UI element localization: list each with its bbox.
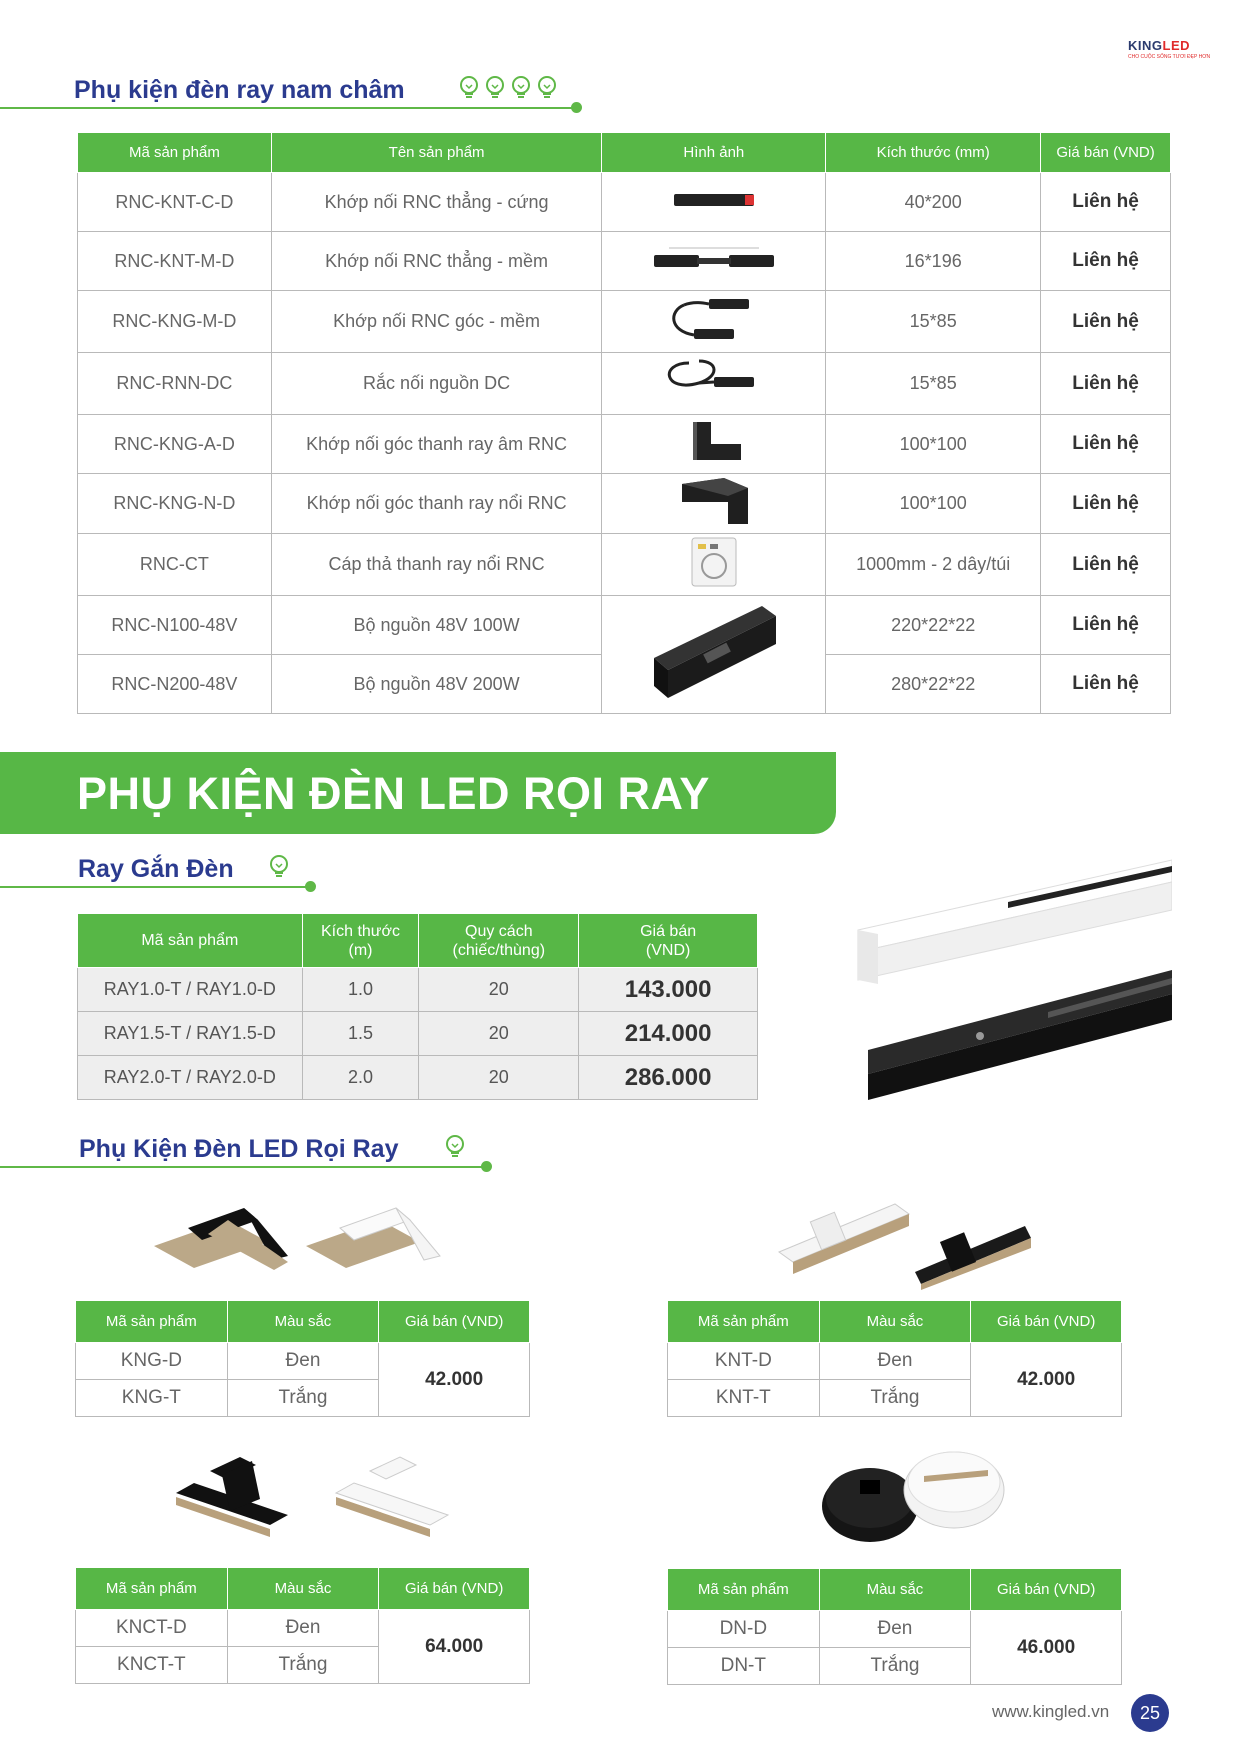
section-title-track-accessories: Phụ Kiện Đèn LED Rọi Ray [79, 1135, 399, 1163]
footer-website: www.kingled.vn [992, 1702, 1110, 1721]
product-color: Trắng [819, 1380, 971, 1417]
product-pack: 20 [419, 968, 579, 1012]
product-pack: 20 [419, 1056, 579, 1100]
product-size: 1.0 [302, 968, 419, 1012]
product-image [602, 474, 826, 534]
section-title-track-rail: Ray Gắn Đèn [78, 855, 234, 883]
corner-flex-connector-image [664, 291, 764, 347]
product-size: 2.0 [302, 1056, 419, 1100]
product-size: 100*100 [826, 415, 1041, 474]
product-size: 1.5 [302, 1012, 419, 1056]
product-size: 100*100 [826, 474, 1041, 534]
header-name: Tên sản phẩm [271, 133, 602, 173]
product-size: 220*22*22 [826, 596, 1041, 655]
knt-table [667, 1300, 1122, 1417]
dn-table [667, 1568, 1122, 1685]
table-row [78, 968, 758, 1012]
product-code: KNG-D [76, 1343, 228, 1380]
table-row [668, 1611, 1122, 1648]
product-color: Đen [227, 1610, 379, 1647]
product-size: 1000mm - 2 dây/túi [826, 534, 1041, 596]
table-header-row [76, 1301, 530, 1343]
kng-connector-image [148, 1190, 448, 1290]
product-color: Trắng [227, 1647, 379, 1684]
lightbulb-icon [268, 854, 290, 880]
product-code: RNC-KNG-M-D [78, 291, 272, 353]
product-size: 16*196 [826, 232, 1041, 291]
product-image [602, 291, 826, 353]
section-underline-dot [481, 1161, 492, 1172]
product-price: Liên hệ [1041, 291, 1171, 353]
product-name: Khớp nối góc thanh ray âm RNC [271, 415, 602, 474]
product-color: Đen [819, 1611, 971, 1648]
surface-corner-image [674, 474, 754, 528]
header-color: Màu sắc [227, 1301, 379, 1343]
product-name: Khớp nối RNC thẳng - cứng [271, 173, 602, 232]
product-price: Liên hệ [1041, 655, 1171, 714]
header-color: Màu sắc [227, 1568, 379, 1610]
product-code: RAY2.0-T / RAY2.0-D [78, 1056, 303, 1100]
product-name: Bộ nguồn 48V 100W [271, 596, 602, 655]
header-size: Kích thước (mm) [826, 133, 1041, 173]
lightbulb-icon [458, 75, 480, 101]
product-image [602, 232, 826, 291]
table-row [668, 1343, 1122, 1380]
product-price: Liên hệ [1041, 232, 1171, 291]
product-color: Trắng [227, 1380, 379, 1417]
section-underline [0, 886, 310, 888]
knct-table [75, 1567, 530, 1684]
bulb-icons [458, 75, 558, 101]
lightbulb-icon [536, 75, 558, 101]
lightbulb-icon [510, 75, 532, 101]
product-image [602, 415, 826, 474]
product-code: RNC-KNG-N-D [78, 474, 272, 534]
product-price: 46.000 [971, 1611, 1122, 1685]
header-pack: Quy cách (chiếc/thùng) [419, 914, 579, 968]
product-price: Liên hệ [1041, 415, 1171, 474]
header-code: Mã sản phẩm [78, 133, 272, 173]
product-price: Liên hệ [1041, 596, 1171, 655]
product-size: 15*85 [826, 291, 1041, 353]
knt-connector-image [775, 1190, 1035, 1290]
product-code: DN-T [668, 1648, 820, 1685]
header-price: Giá bán (VND) [379, 1301, 530, 1343]
header-price: Giá bán (VND) [379, 1568, 530, 1610]
product-name: Khớp nối RNC góc - mềm [271, 291, 602, 353]
product-name: Bộ nguồn 48V 200W [271, 655, 602, 714]
banner-title: PHỤ KIỆN ĐÈN LED RỌI RAY [77, 768, 710, 819]
product-size: 15*85 [826, 353, 1041, 415]
page-number: 25 [1131, 1694, 1169, 1732]
product-code: RNC-KNT-C-D [78, 173, 272, 232]
product-price: 42.000 [971, 1343, 1122, 1417]
product-price: 214.000 [579, 1012, 758, 1056]
product-pack: 20 [419, 1012, 579, 1056]
flexible-connector-image [649, 242, 779, 276]
header-price: Giá bán (VND) [971, 1569, 1122, 1611]
product-name: Cáp thả thanh ray nổi RNC [271, 534, 602, 596]
product-price: 42.000 [379, 1343, 530, 1417]
header-code: Mã sản phẩm [668, 1569, 820, 1611]
product-image [602, 596, 826, 714]
header-color: Màu sắc [819, 1569, 971, 1611]
product-code: KNG-T [76, 1380, 228, 1417]
product-code: KNT-D [668, 1343, 820, 1380]
header-color: Màu sắc [819, 1301, 971, 1343]
header-code: Mã sản phẩm [668, 1301, 820, 1343]
logo-tagline: CHO CUỘC SỐNG TƯƠI ĐẸP HƠN [1128, 54, 1211, 60]
table-row [78, 596, 1171, 655]
table-row [78, 1056, 758, 1100]
table-row [78, 232, 1171, 291]
product-price: Liên hệ [1041, 474, 1171, 534]
table-row [78, 291, 1171, 353]
product-code: KNT-T [668, 1380, 820, 1417]
product-code: KNCT-T [76, 1647, 228, 1684]
product-code: RNC-CT [78, 534, 272, 596]
product-color: Đen [819, 1343, 971, 1380]
header-price: Giá bán (VND) [579, 914, 758, 968]
product-color: Trắng [819, 1648, 971, 1685]
product-name: Khớp nối RNC thẳng - mềm [271, 232, 602, 291]
header-code: Mã sản phẩm [76, 1568, 228, 1610]
product-price: 286.000 [579, 1056, 758, 1100]
table-header-row [668, 1301, 1122, 1343]
section-underline [0, 107, 577, 109]
product-image [602, 173, 826, 232]
header-size: Kích thước (m) [302, 914, 419, 968]
table-row [78, 353, 1171, 415]
product-code: KNCT-D [76, 1610, 228, 1647]
table-row [78, 173, 1171, 232]
header-code: Mã sản phẩm [78, 914, 303, 968]
track-rail-image [848, 852, 1172, 1102]
track-rail-table [77, 913, 758, 1100]
table-row [78, 534, 1171, 596]
knct-connector-image [170, 1445, 470, 1545]
product-code: RAY1.0-T / RAY1.0-D [78, 968, 303, 1012]
header-price: Giá bán (VND) [1041, 133, 1171, 173]
product-price: 143.000 [579, 968, 758, 1012]
straight-connector-image [669, 188, 759, 212]
product-code: RNC-KNG-A-D [78, 415, 272, 474]
table-header-row [78, 133, 1171, 173]
product-code: RNC-KNT-M-D [78, 232, 272, 291]
header-image: Hình ảnh [602, 133, 826, 173]
lightbulb-icon [484, 75, 506, 101]
table-row [78, 1012, 758, 1056]
product-code: RNC-RNN-DC [78, 353, 272, 415]
dn-base-image [820, 1440, 1010, 1550]
table-row [76, 1343, 530, 1380]
product-code: DN-D [668, 1611, 820, 1648]
product-price: Liên hệ [1041, 534, 1171, 596]
recessed-corner-image [679, 416, 749, 468]
product-size: 40*200 [826, 173, 1041, 232]
product-name: Rắc nối nguồn DC [271, 353, 602, 415]
product-price: Liên hệ [1041, 353, 1171, 415]
dc-power-connector-image [659, 353, 769, 409]
table-header-row [78, 914, 758, 968]
table-row [78, 415, 1171, 474]
table-header-row [76, 1568, 530, 1610]
section-underline [0, 1166, 486, 1168]
product-color: Đen [227, 1343, 379, 1380]
logo-wordmark: KINGLED [1128, 38, 1190, 53]
product-code: RNC-N100-48V [78, 596, 272, 655]
product-name: Khớp nối góc thanh ray nổi RNC [271, 474, 602, 534]
kng-table [75, 1300, 530, 1417]
table-row [78, 474, 1171, 534]
product-code: RAY1.5-T / RAY1.5-D [78, 1012, 303, 1056]
power-supply-image [644, 598, 784, 706]
section-underline-dot [305, 881, 316, 892]
table-header-row [668, 1569, 1122, 1611]
product-image [602, 534, 826, 596]
lightbulb-icon [444, 1134, 466, 1160]
product-price: Liên hệ [1041, 173, 1171, 232]
product-image [602, 353, 826, 415]
magnetic-rail-accessories-table [77, 132, 1171, 714]
table-row [76, 1610, 530, 1647]
hanging-cable-image [684, 534, 744, 590]
product-price: 64.000 [379, 1610, 530, 1684]
header-code: Mã sản phẩm [76, 1301, 228, 1343]
header-price: Giá bán (VND) [971, 1301, 1122, 1343]
section-underline-dot [571, 102, 582, 113]
product-code: RNC-N200-48V [78, 655, 272, 714]
section-title-magnetic-rail: Phụ kiện đèn ray nam châm [74, 76, 405, 104]
product-size: 280*22*22 [826, 655, 1041, 714]
kingled-logo [1128, 38, 1218, 70]
